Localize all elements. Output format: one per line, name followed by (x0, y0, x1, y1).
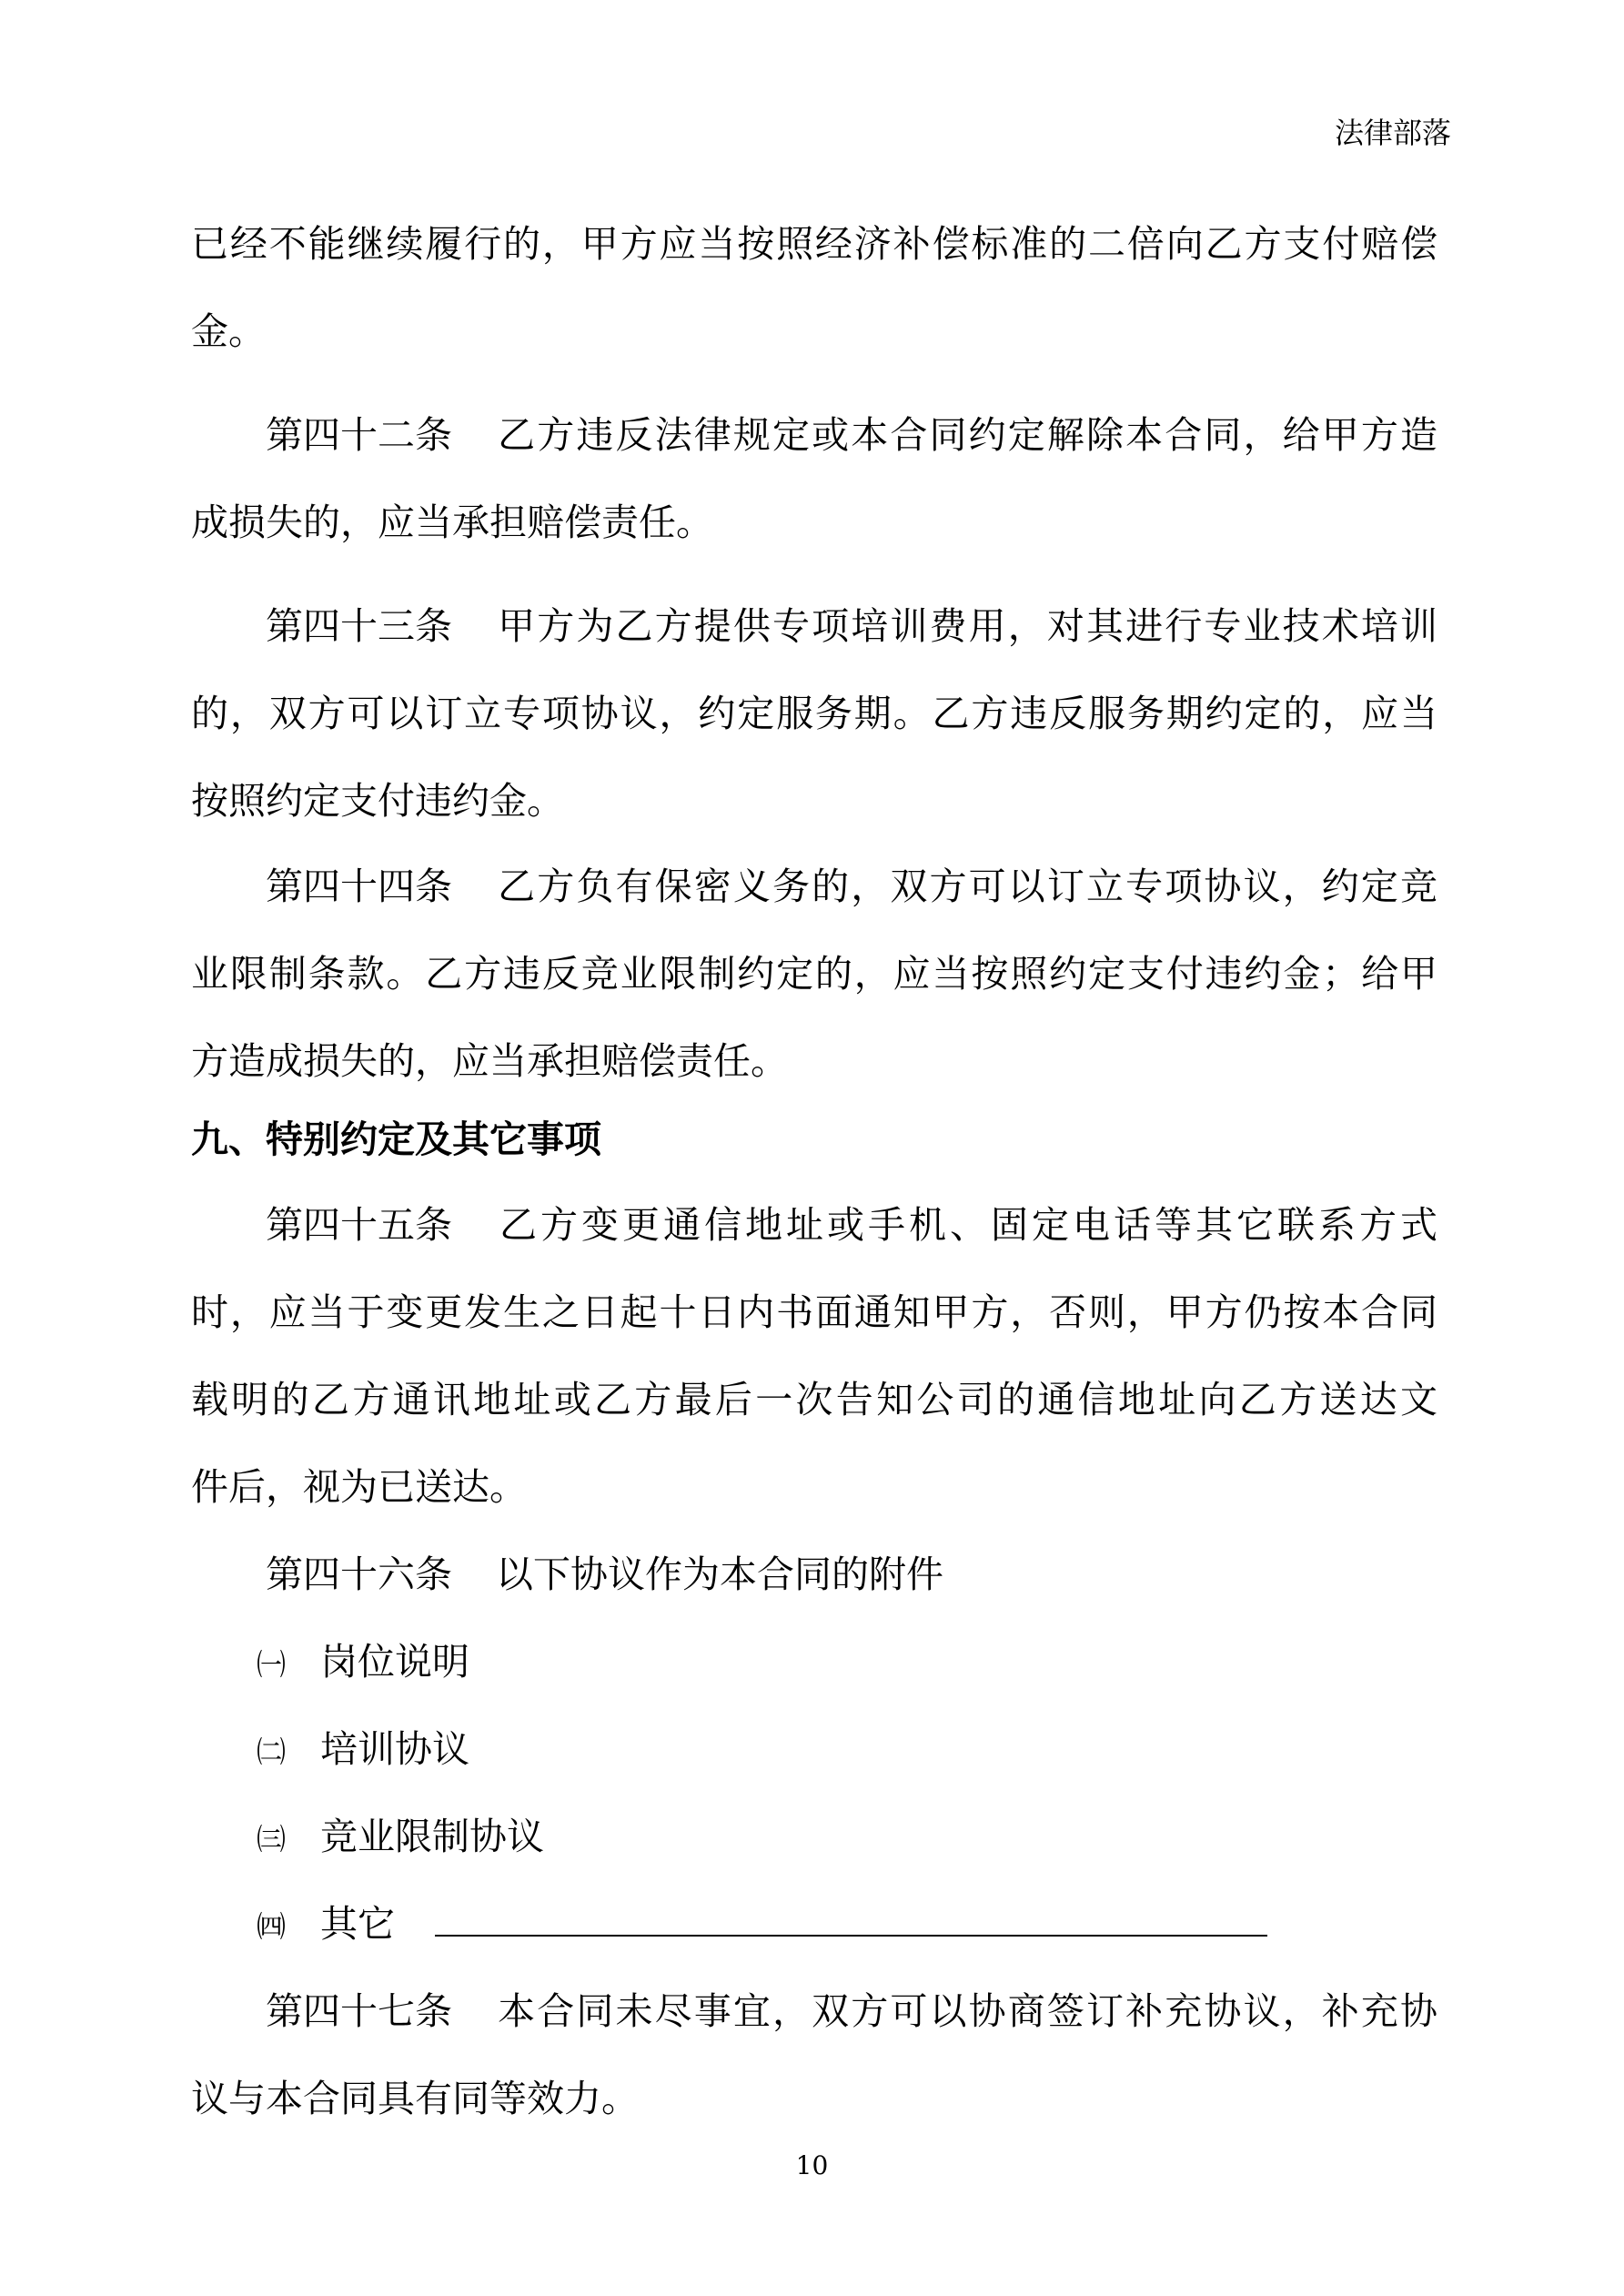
body-line: 时，应当于变更发生之日起十日内书面通知甲方，否则，甲方仍按本合同 (191, 1290, 1437, 1334)
attachment-text: 培训协议 (320, 1727, 469, 1771)
page-number: 10 (795, 2150, 829, 2180)
article-text: 乙方变更通信地址或手机、固定电话等其它联系方式 (496, 1203, 1437, 1247)
attachment-text: 其它 (320, 1902, 395, 1946)
article-42 (266, 408, 1437, 462)
body-line: 载明的乙方通讯地址或乙方最后一次告知公司的通信地址向乙方送达文 (191, 1378, 1437, 1421)
enum-marker: ㈣ (257, 1909, 287, 1944)
body-line: 议与本合同具有同等效力。 (191, 2077, 639, 2120)
article-label: 第四十五条 (266, 1203, 452, 1247)
article-43 (266, 599, 1437, 653)
article-text: 本合同未尽事宜，双方可以协商签订补充协议，补充协 (496, 1989, 1437, 2033)
article-44 (266, 859, 1437, 914)
body-line: 已经不能继续履行的，甲方应当按照经济补偿标准的二倍向乙方支付赔偿 (191, 222, 1437, 266)
article-46 (266, 1547, 943, 1602)
article-label: 第四十二条 (266, 413, 452, 457)
enum-marker: ㈢ (257, 1822, 287, 1856)
attachment-text: 岗位说明 (320, 1640, 469, 1684)
article-text: 乙方负有保密义务的，双方可以订立专项协议，约定竞 (496, 865, 1437, 908)
article-47 (266, 1984, 1437, 2038)
page-header: 法律部落 (1334, 116, 1451, 150)
attachment-text: 竞业限制协议 (320, 1815, 544, 1858)
body-line: 的，双方可以订立专项协议，约定服务期。乙方违反服务期约定的，应当 (191, 692, 1437, 735)
article-text: 乙方违反法律规定或本合同约定解除本合同，给甲方造 (496, 413, 1437, 457)
body-line: 方造成损失的，应当承担赔偿责任。 (191, 1039, 788, 1083)
attachment-item (257, 1809, 544, 1866)
article-text: 甲方为乙方提供专项培训费用，对其进行专业技术培训 (496, 604, 1437, 648)
article-45 (266, 1198, 1437, 1252)
body-line: 金。 (191, 309, 266, 353)
fill-in-blank-line (435, 1902, 1267, 1937)
enum-marker: ㈡ (257, 1735, 287, 1769)
body-line: 业限制条款。乙方违反竞业限制约定的，应当按照约定支付违约金；给甲 (191, 952, 1437, 996)
article-text: 以下协议作为本合同的附件 (496, 1553, 943, 1596)
section-heading: 九、特别约定及其它事项 (191, 1118, 601, 1161)
article-label: 第四十七条 (266, 1989, 452, 2033)
article-label: 第四十六条 (266, 1553, 452, 1596)
attachment-item (257, 1896, 1267, 1954)
attachment-item (257, 1634, 469, 1692)
enum-marker: ㈠ (257, 1647, 287, 1682)
body-line: 成损失的，应当承担赔偿责任。 (191, 501, 713, 544)
body-line: 按照约定支付违约金。 (191, 779, 564, 823)
body-line: 件后，视为已送达。 (191, 1465, 527, 1509)
article-label: 第四十四条 (266, 865, 452, 908)
attachment-item (257, 1722, 469, 1779)
article-label: 第四十三条 (266, 604, 452, 648)
